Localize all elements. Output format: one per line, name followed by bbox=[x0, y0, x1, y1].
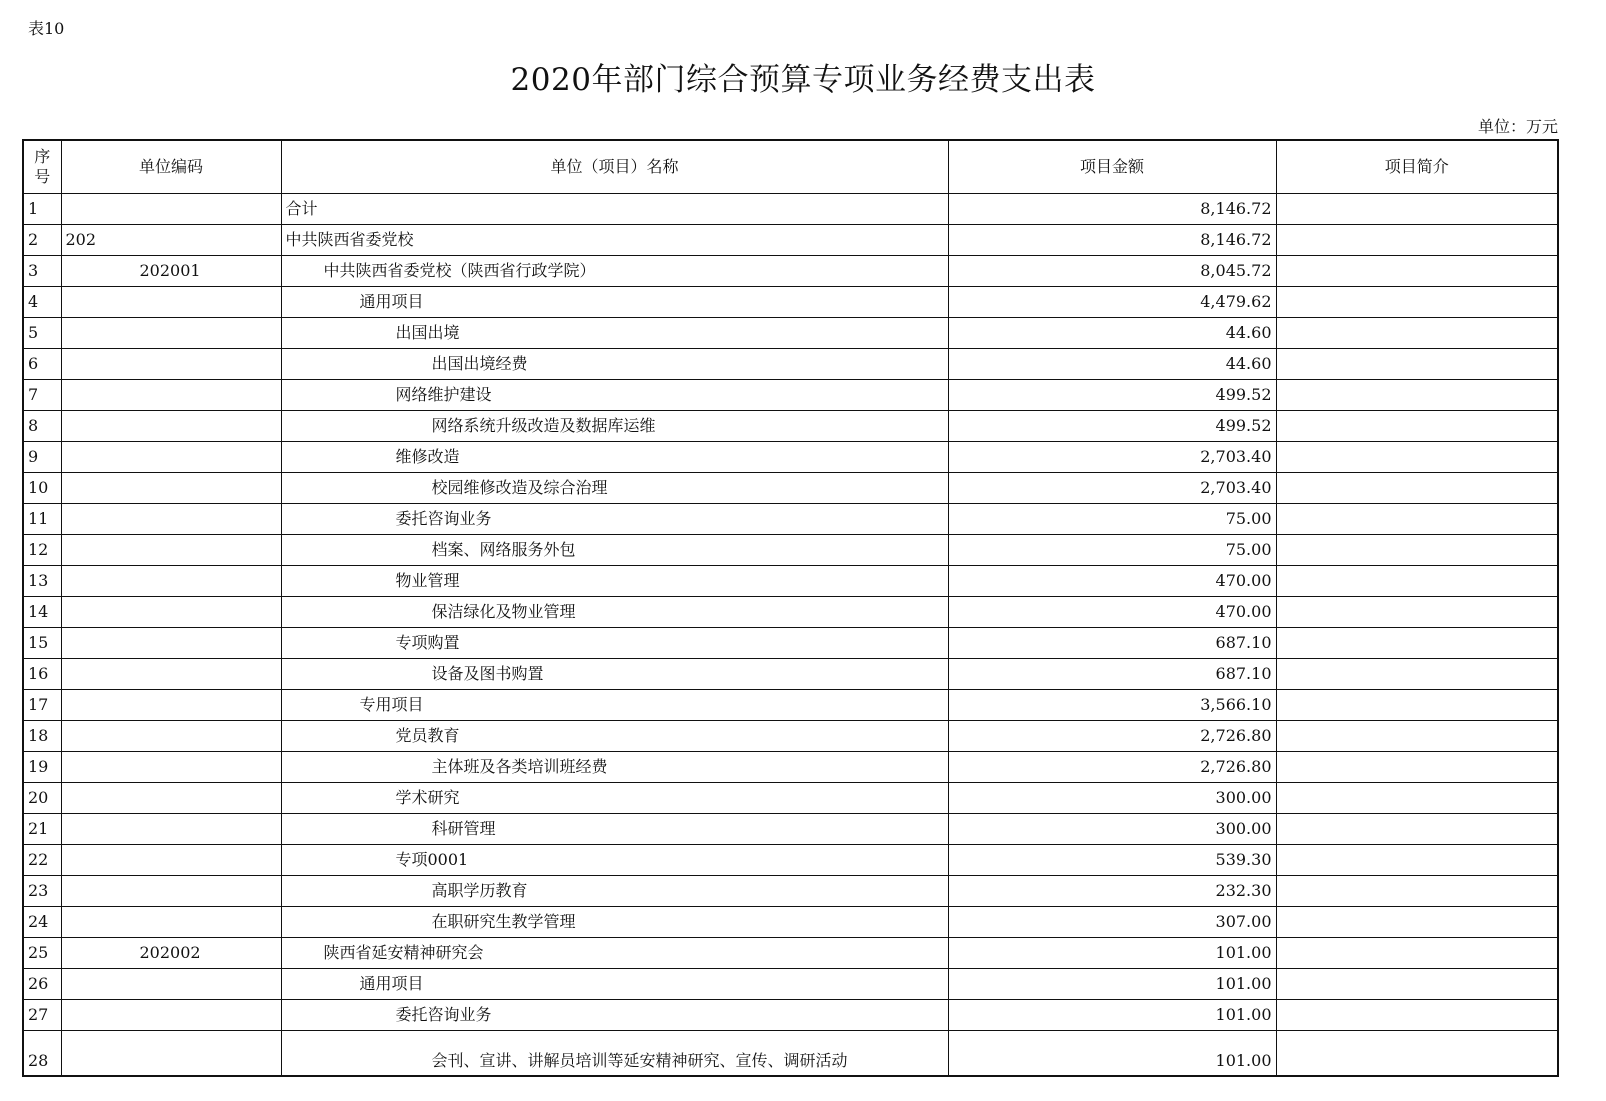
seq-cell: 12 bbox=[23, 535, 61, 566]
intro-cell bbox=[1276, 287, 1558, 318]
item-name-cell: 维修改造 bbox=[281, 442, 948, 473]
intro-cell bbox=[1276, 256, 1558, 287]
unit-code-cell bbox=[61, 318, 281, 349]
table-row bbox=[23, 1000, 1558, 1031]
column-header-seq-line2: 号 bbox=[34, 167, 51, 186]
item-name-cell: 专用项目 bbox=[281, 690, 948, 721]
amount-cell: 44.60 bbox=[948, 349, 1276, 380]
intro-cell bbox=[1276, 628, 1558, 659]
table-row bbox=[23, 442, 1558, 473]
table-header-row bbox=[23, 140, 1558, 194]
item-name-cell: 高职学历教育 bbox=[281, 876, 948, 907]
seq-cell: 9 bbox=[23, 442, 61, 473]
table-row bbox=[23, 256, 1558, 287]
intro-cell bbox=[1276, 876, 1558, 907]
unit-code-cell bbox=[61, 597, 281, 628]
intro-cell bbox=[1276, 597, 1558, 628]
seq-cell: 11 bbox=[23, 504, 61, 535]
item-name-cell: 科研管理 bbox=[281, 814, 948, 845]
column-header-amount: 项目金额 bbox=[948, 140, 1276, 194]
intro-cell bbox=[1276, 659, 1558, 690]
table-row bbox=[23, 287, 1558, 318]
table-row bbox=[23, 194, 1558, 225]
seq-cell: 7 bbox=[23, 380, 61, 411]
seq-cell: 18 bbox=[23, 721, 61, 752]
intro-cell bbox=[1276, 969, 1558, 1000]
intro-cell bbox=[1276, 411, 1558, 442]
table-row bbox=[23, 721, 1558, 752]
unit-code-cell bbox=[61, 287, 281, 318]
seq-cell: 22 bbox=[23, 845, 61, 876]
item-name-cell: 校园维修改造及综合治理 bbox=[281, 473, 948, 504]
item-name-cell: 合计 bbox=[281, 194, 948, 225]
unit-code-cell bbox=[61, 876, 281, 907]
item-name-cell: 委托咨询业务 bbox=[281, 1000, 948, 1031]
unit-code-cell bbox=[61, 752, 281, 783]
amount-cell: 75.00 bbox=[948, 504, 1276, 535]
item-name-cell: 保洁绿化及物业管理 bbox=[281, 597, 948, 628]
amount-cell: 44.60 bbox=[948, 318, 1276, 349]
seq-cell: 1 bbox=[23, 194, 61, 225]
intro-cell bbox=[1276, 721, 1558, 752]
table-row bbox=[23, 814, 1558, 845]
item-name-cell: 学术研究 bbox=[281, 783, 948, 814]
column-header-seq bbox=[23, 140, 61, 194]
table-row bbox=[23, 597, 1558, 628]
seq-cell: 20 bbox=[23, 783, 61, 814]
page-title: 2020年部门综合预算专项业务经费支出表 bbox=[510, 62, 1096, 98]
table-row bbox=[23, 504, 1558, 535]
intro-cell bbox=[1276, 442, 1558, 473]
unit-code-cell bbox=[61, 442, 281, 473]
unit-code-cell: 202 bbox=[61, 225, 281, 256]
unit-code-cell bbox=[61, 194, 281, 225]
unit-code-cell bbox=[61, 411, 281, 442]
seq-cell: 28 bbox=[23, 1031, 61, 1077]
table-row bbox=[23, 969, 1558, 1000]
unit-code-cell bbox=[61, 380, 281, 411]
table-row bbox=[23, 690, 1558, 721]
intro-cell bbox=[1276, 349, 1558, 380]
seq-cell: 15 bbox=[23, 628, 61, 659]
seq-cell: 3 bbox=[23, 256, 61, 287]
item-name-cell: 专项购置 bbox=[281, 628, 948, 659]
amount-cell: 300.00 bbox=[948, 814, 1276, 845]
item-name-cell: 中共陕西省委党校 bbox=[281, 225, 948, 256]
table-row bbox=[23, 845, 1558, 876]
amount-cell: 2,703.40 bbox=[948, 442, 1276, 473]
intro-cell bbox=[1276, 380, 1558, 411]
table-row bbox=[23, 318, 1558, 349]
table-row bbox=[23, 628, 1558, 659]
intro-cell bbox=[1276, 535, 1558, 566]
unit-code-cell bbox=[61, 659, 281, 690]
table-row bbox=[23, 783, 1558, 814]
item-name-cell: 专项0001 bbox=[281, 845, 948, 876]
amount-cell: 101.00 bbox=[948, 1031, 1276, 1077]
table-row bbox=[23, 349, 1558, 380]
amount-cell: 2,703.40 bbox=[948, 473, 1276, 504]
amount-cell: 307.00 bbox=[948, 907, 1276, 938]
unit-code-cell bbox=[61, 628, 281, 659]
item-name-cell: 出国出境经费 bbox=[281, 349, 948, 380]
unit-code-cell bbox=[61, 349, 281, 380]
column-header-intro: 项目简介 bbox=[1276, 140, 1558, 194]
intro-cell bbox=[1276, 1000, 1558, 1031]
column-header-name: 单位（项目）名称 bbox=[281, 140, 948, 194]
seq-cell: 4 bbox=[23, 287, 61, 318]
unit-code-cell bbox=[61, 690, 281, 721]
column-header-seq-line1: 序 bbox=[34, 147, 51, 166]
seq-cell: 24 bbox=[23, 907, 61, 938]
unit-code-cell bbox=[61, 783, 281, 814]
item-name-cell: 出国出境 bbox=[281, 318, 948, 349]
seq-cell: 8 bbox=[23, 411, 61, 442]
table-row bbox=[23, 938, 1558, 969]
amount-cell: 499.52 bbox=[948, 411, 1276, 442]
item-name-cell: 网络维护建设 bbox=[281, 380, 948, 411]
item-name-cell: 陕西省延安精神研究会 bbox=[281, 938, 948, 969]
unit-code-cell bbox=[61, 1031, 281, 1077]
table-row bbox=[23, 876, 1558, 907]
amount-cell: 3,566.10 bbox=[948, 690, 1276, 721]
intro-cell bbox=[1276, 473, 1558, 504]
seq-cell: 21 bbox=[23, 814, 61, 845]
seq-cell: 5 bbox=[23, 318, 61, 349]
intro-cell bbox=[1276, 752, 1558, 783]
table-number-label: 表10 bbox=[28, 19, 65, 38]
unit-code-cell bbox=[61, 1000, 281, 1031]
table-row bbox=[23, 659, 1558, 690]
table-body bbox=[23, 194, 1558, 1077]
unit-label: 单位：万元 bbox=[1477, 117, 1558, 136]
seq-cell: 16 bbox=[23, 659, 61, 690]
amount-cell: 101.00 bbox=[948, 938, 1276, 969]
seq-cell: 6 bbox=[23, 349, 61, 380]
amount-cell: 2,726.80 bbox=[948, 721, 1276, 752]
amount-cell: 470.00 bbox=[948, 566, 1276, 597]
table-row bbox=[23, 535, 1558, 566]
amount-cell: 499.52 bbox=[948, 380, 1276, 411]
intro-cell bbox=[1276, 1031, 1558, 1077]
intro-cell bbox=[1276, 504, 1558, 535]
seq-cell: 10 bbox=[23, 473, 61, 504]
seq-cell: 14 bbox=[23, 597, 61, 628]
budget-table bbox=[22, 139, 1559, 1077]
item-name-cell: 在职研究生教学管理 bbox=[281, 907, 948, 938]
item-name-cell: 党员教育 bbox=[281, 721, 948, 752]
seq-cell: 23 bbox=[23, 876, 61, 907]
table-row bbox=[23, 752, 1558, 783]
unit-code-cell bbox=[61, 969, 281, 1000]
intro-cell bbox=[1276, 194, 1558, 225]
unit-code-cell bbox=[61, 845, 281, 876]
amount-cell: 687.10 bbox=[948, 659, 1276, 690]
seq-cell: 2 bbox=[23, 225, 61, 256]
intro-cell bbox=[1276, 783, 1558, 814]
intro-cell bbox=[1276, 814, 1558, 845]
item-name-cell: 委托咨询业务 bbox=[281, 504, 948, 535]
seq-cell: 26 bbox=[23, 969, 61, 1000]
item-name-cell: 中共陕西省委党校（陕西省行政学院） bbox=[281, 256, 948, 287]
amount-cell: 539.30 bbox=[948, 845, 1276, 876]
amount-cell: 75.00 bbox=[948, 535, 1276, 566]
table-row bbox=[23, 380, 1558, 411]
table-row bbox=[23, 1031, 1558, 1077]
unit-code-cell: 202002 bbox=[61, 938, 281, 969]
item-name-cell: 档案、网络服务外包 bbox=[281, 535, 948, 566]
intro-cell bbox=[1276, 845, 1558, 876]
seq-cell: 17 bbox=[23, 690, 61, 721]
seq-cell: 25 bbox=[23, 938, 61, 969]
item-name-cell: 通用项目 bbox=[281, 969, 948, 1000]
intro-cell bbox=[1276, 938, 1558, 969]
item-name-cell: 主体班及各类培训班经费 bbox=[281, 752, 948, 783]
unit-code-cell bbox=[61, 907, 281, 938]
intro-cell bbox=[1276, 907, 1558, 938]
amount-cell: 8,146.72 bbox=[948, 194, 1276, 225]
amount-cell: 4,479.62 bbox=[948, 287, 1276, 318]
amount-cell: 470.00 bbox=[948, 597, 1276, 628]
intro-cell bbox=[1276, 690, 1558, 721]
seq-cell: 13 bbox=[23, 566, 61, 597]
intro-cell bbox=[1276, 318, 1558, 349]
table-row bbox=[23, 566, 1558, 597]
item-name-cell: 物业管理 bbox=[281, 566, 948, 597]
table-row bbox=[23, 411, 1558, 442]
amount-cell: 8,045.72 bbox=[948, 256, 1276, 287]
table-row bbox=[23, 225, 1558, 256]
seq-cell: 27 bbox=[23, 1000, 61, 1031]
item-name-cell: 会刊、宣讲、讲解员培训等延安精神研究、宣传、调研活动 bbox=[281, 1031, 948, 1077]
table-row bbox=[23, 907, 1558, 938]
amount-cell: 687.10 bbox=[948, 628, 1276, 659]
unit-code-cell: 202001 bbox=[61, 256, 281, 287]
amount-cell: 300.00 bbox=[948, 783, 1276, 814]
intro-cell bbox=[1276, 225, 1558, 256]
intro-cell bbox=[1276, 566, 1558, 597]
amount-cell: 101.00 bbox=[948, 1000, 1276, 1031]
unit-code-cell bbox=[61, 535, 281, 566]
seq-cell: 19 bbox=[23, 752, 61, 783]
amount-cell: 101.00 bbox=[948, 969, 1276, 1000]
unit-code-cell bbox=[61, 814, 281, 845]
item-name-cell: 设备及图书购置 bbox=[281, 659, 948, 690]
unit-code-cell bbox=[61, 473, 281, 504]
unit-code-cell bbox=[61, 504, 281, 535]
unit-code-cell bbox=[61, 566, 281, 597]
unit-code-cell bbox=[61, 721, 281, 752]
table-row bbox=[23, 473, 1558, 504]
column-header-code: 单位编码 bbox=[61, 140, 281, 194]
amount-cell: 8,146.72 bbox=[948, 225, 1276, 256]
amount-cell: 2,726.80 bbox=[948, 752, 1276, 783]
item-name-cell: 通用项目 bbox=[281, 287, 948, 318]
amount-cell: 232.30 bbox=[948, 876, 1276, 907]
item-name-cell: 网络系统升级改造及数据库运维 bbox=[281, 411, 948, 442]
